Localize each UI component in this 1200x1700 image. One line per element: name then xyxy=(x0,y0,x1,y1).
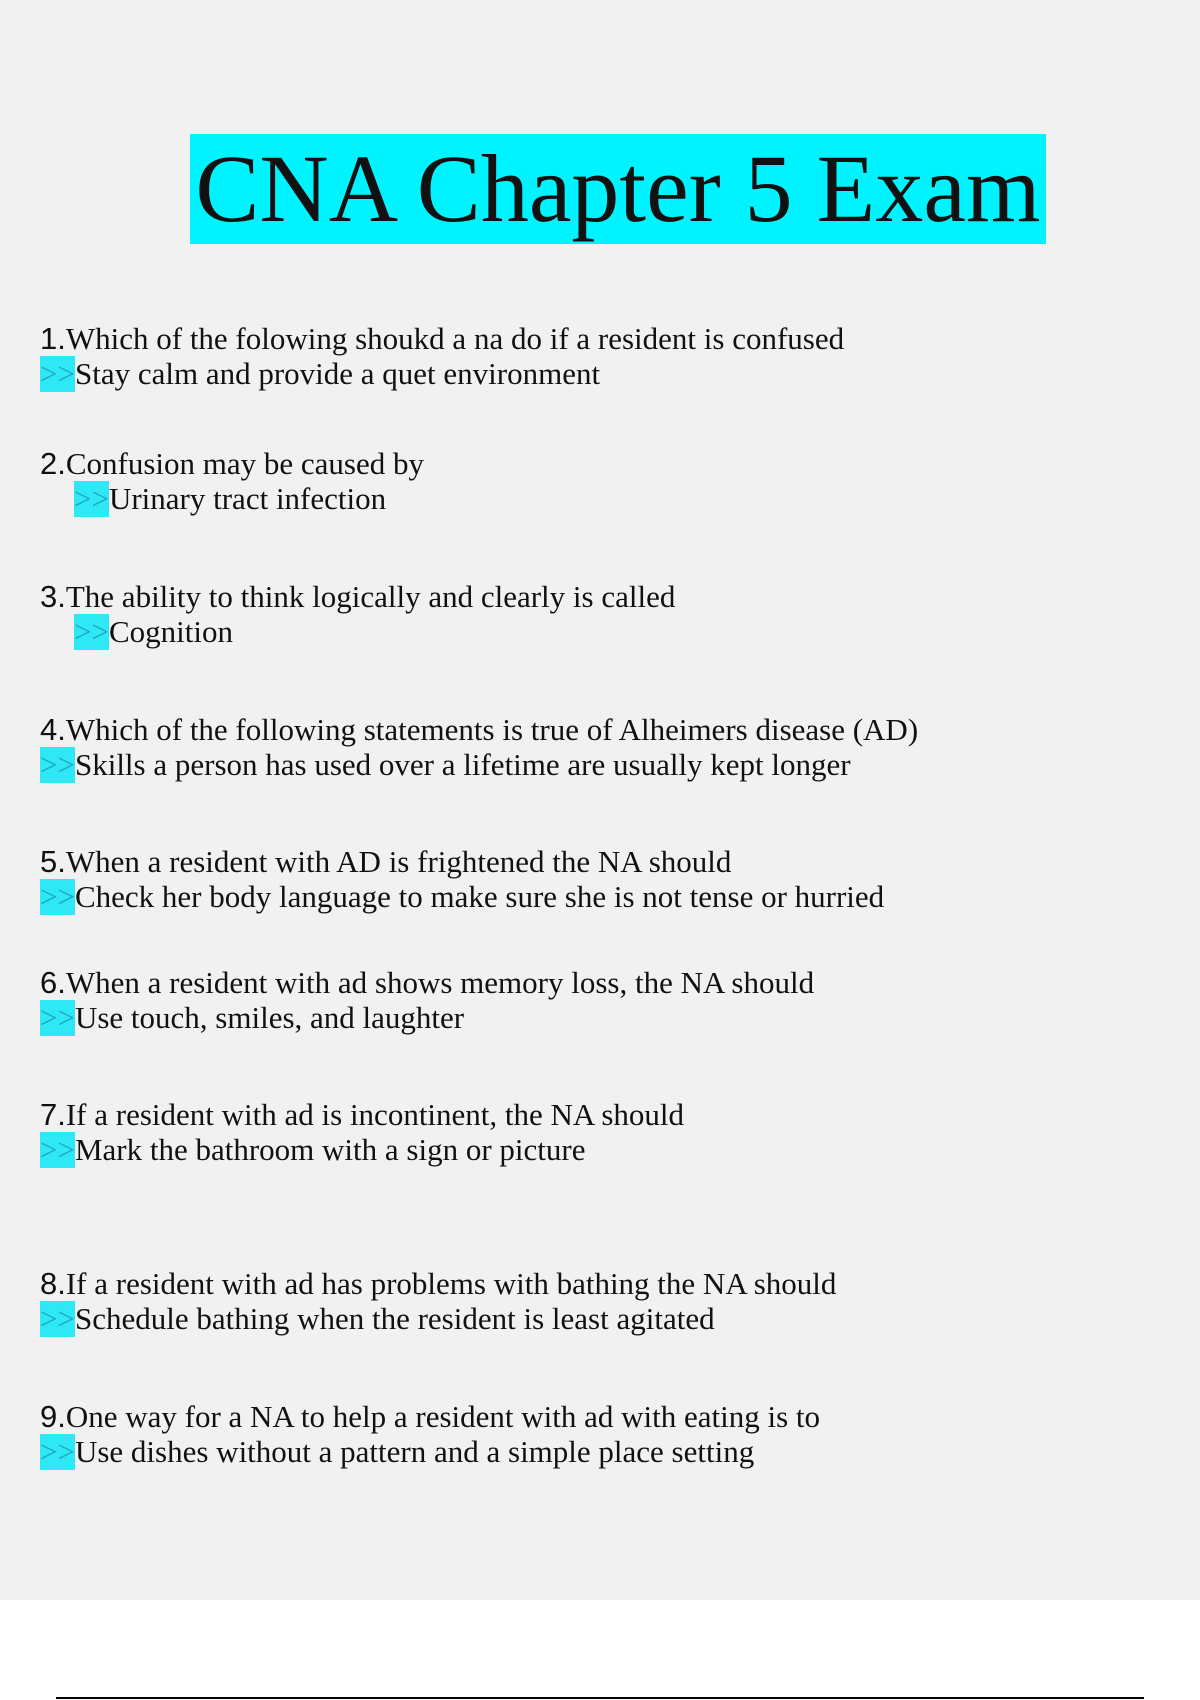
question-line xyxy=(40,964,814,1002)
question-line xyxy=(40,843,731,881)
question-text: Which of the folowing shoukd a na do if a resident is confused xyxy=(65,321,845,356)
answer-marker: >> xyxy=(40,1132,75,1167)
question-number: 6. xyxy=(40,965,66,1000)
question-text: One way for a NA to help a resident with ad with eating is to xyxy=(65,1399,821,1434)
question-number: 8. xyxy=(40,1266,66,1301)
answer-marker: >> xyxy=(40,1301,75,1336)
answer-text: Mark the bathroom with a sign or picture xyxy=(74,1132,586,1167)
question-text: Which of the following statements is true of Alheimers disease (AD) xyxy=(65,712,919,747)
answer-line xyxy=(74,614,233,650)
question-line xyxy=(40,445,424,483)
answer-line xyxy=(40,879,884,915)
question-line xyxy=(40,1265,836,1303)
answer-text: Check her body language to make sure she is not tense or hurried xyxy=(74,879,885,914)
question-text: When a resident with ad shows memory loss, the NA should xyxy=(65,965,815,1000)
answer-marker: >> xyxy=(40,879,75,914)
answer-text: Schedule bathing when the resident is least agitated xyxy=(74,1301,715,1336)
answer-line xyxy=(40,1434,754,1470)
question-text: Confusion may be caused by xyxy=(65,446,425,481)
question-text: If a resident with ad is incontinent, the NA should xyxy=(65,1097,685,1132)
answer-line xyxy=(40,747,851,783)
answer-marker: >> xyxy=(40,747,75,782)
answer-marker: >> xyxy=(74,614,109,649)
answer-text: Skills a person has used over a lifetime are usually kept longer xyxy=(74,747,851,782)
question-line xyxy=(40,1398,820,1436)
page-divider-line xyxy=(56,1697,1144,1699)
answer-text: Use dishes without a pattern and a simple place setting xyxy=(74,1434,755,1469)
answer-line xyxy=(74,481,386,517)
answer-text: Urinary tract infection xyxy=(108,481,387,516)
question-text: If a resident with ad has problems with bathing the NA should xyxy=(65,1266,837,1301)
question-text: When a resident with AD is frightened the NA should xyxy=(65,844,732,879)
question-number: 7. xyxy=(40,1097,66,1132)
answer-marker: >> xyxy=(40,1000,75,1035)
answer-marker: >> xyxy=(40,1434,75,1469)
answer-text: Cognition xyxy=(108,614,233,649)
answer-line xyxy=(40,1132,586,1168)
question-text: The ability to think logically and clearly is called xyxy=(65,579,676,614)
question-number: 2. xyxy=(40,446,66,481)
answer-line xyxy=(40,1000,464,1036)
question-number: 5. xyxy=(40,844,66,879)
question-number: 4. xyxy=(40,712,66,747)
question-number: 9. xyxy=(40,1399,66,1434)
answer-marker: >> xyxy=(74,481,109,516)
answer-line xyxy=(40,356,600,392)
question-line xyxy=(40,578,675,616)
answer-marker: >> xyxy=(40,356,75,391)
answer-text: Stay calm and provide a quet environment xyxy=(74,356,601,391)
answer-line xyxy=(40,1301,715,1337)
answer-text: Use touch, smiles, and laughter xyxy=(74,1000,465,1035)
question-number: 1. xyxy=(40,321,66,356)
document-title: CNA Chapter 5 Exam xyxy=(190,134,1046,244)
question-line xyxy=(40,1096,684,1134)
question-line xyxy=(40,320,844,358)
question-number: 3. xyxy=(40,579,66,614)
question-line xyxy=(40,711,918,749)
